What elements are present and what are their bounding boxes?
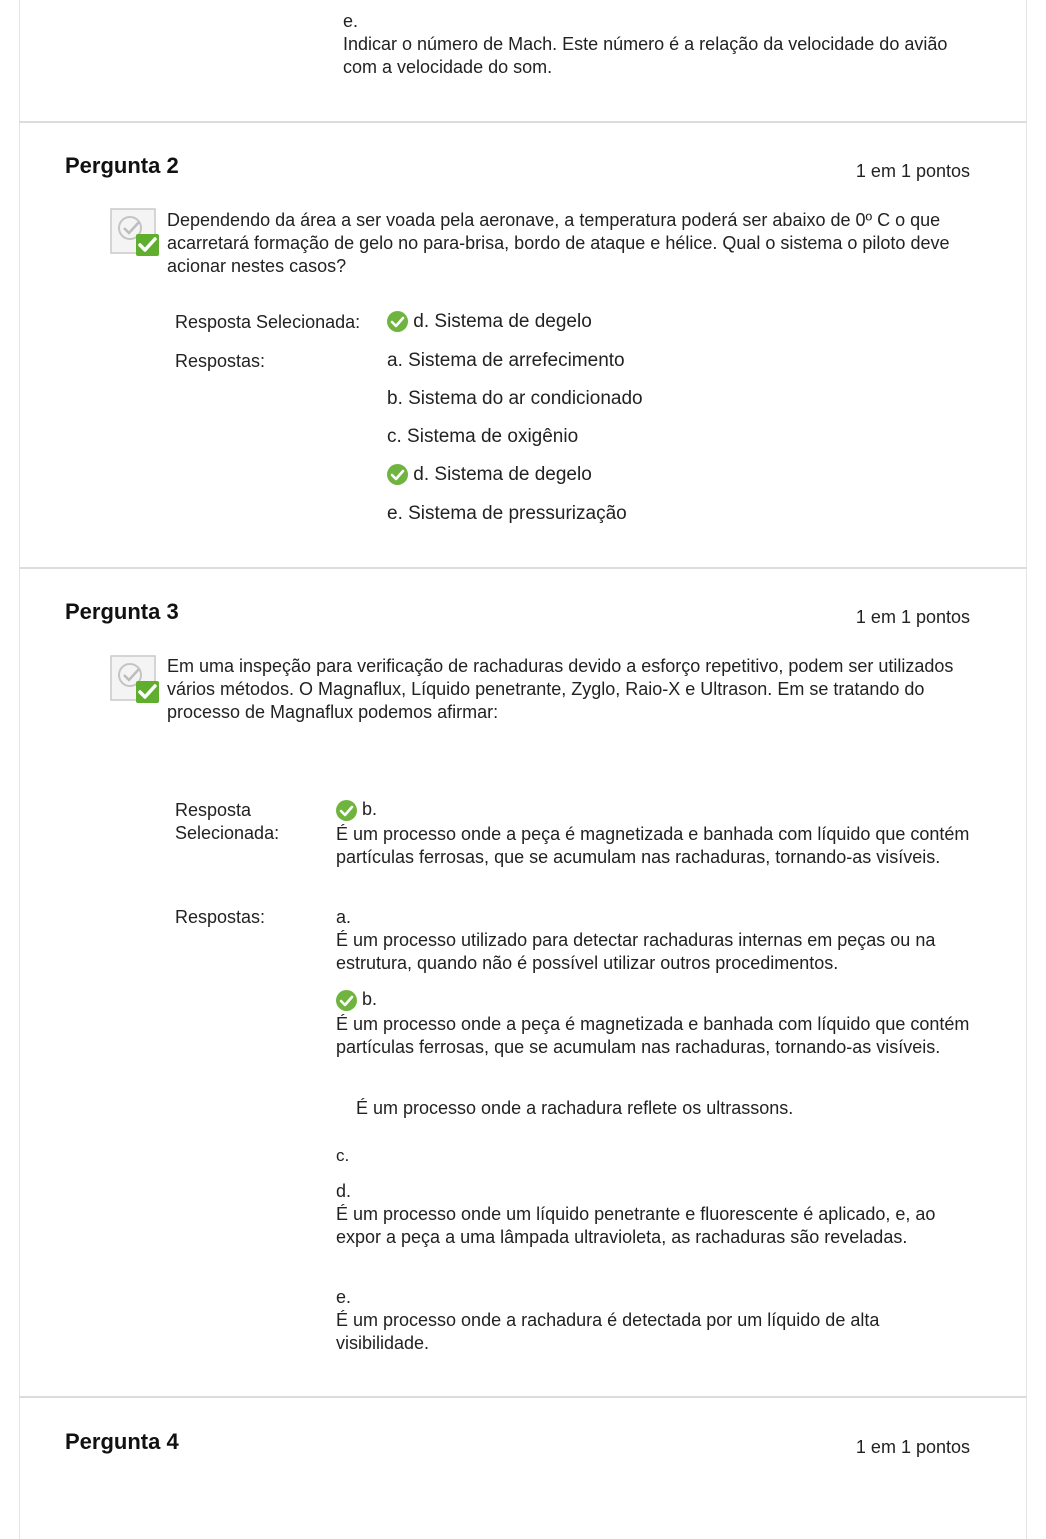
answer-b-text: É um processo onde a peça é magnetizada e banhada com líquido que contém partículas ferrosas, que se acumulam nas rachaduras, tornando-as visíveis. <box>336 1014 970 1057</box>
answer-option-text: d. Sistema de degelo <box>413 464 592 485</box>
check-icon <box>387 311 408 332</box>
question-points: 1 em 1 pontos <box>855 607 970 627</box>
correct-answer-icon <box>109 206 161 258</box>
selected-answer-label: Resposta <box>175 800 252 820</box>
selected-answer-label: Resposta Selecionada: <box>175 312 361 332</box>
check-icon <box>336 990 357 1011</box>
answer-option: e. Sistema de pressurização <box>387 503 627 524</box>
section-divider <box>19 567 1027 569</box>
section-divider <box>19 121 1027 123</box>
check-icon <box>387 464 408 485</box>
answers-label: Respostas: <box>175 351 266 371</box>
answer-option: a. Sistema de arrefecimento <box>387 350 625 371</box>
answer-c-letter: c. <box>336 1146 350 1165</box>
question-text: Em uma inspeção para verificação de rachaduras devido a esforço repetitivo, podem ser utilizados vários métodos. O Magnaflux, Líquido penetrante, Zyglo, Raio-X e Ultrason. Em se tratando do processo de Magnaflux podemos afirmar: <box>167 656 954 722</box>
selected-answer-label-cont: Selecionada: <box>175 823 280 843</box>
answer-option-correct <box>387 463 592 487</box>
answer-e-letter: e. <box>336 1287 352 1307</box>
answer-b-letter: b. <box>362 989 378 1009</box>
answers-label: Respostas: <box>175 907 266 927</box>
prev-option-text: Indicar o número de Mach. Este número é a relação da velocidade do avião com a velocidade do som. <box>343 34 948 77</box>
section-divider <box>19 1396 1027 1398</box>
question-title: Pergunta 2 <box>65 153 179 178</box>
question-points: 1 em 1 pontos <box>855 1437 970 1457</box>
selected-answer <box>387 310 592 334</box>
check-icon <box>336 800 357 821</box>
answer-b-letter-row <box>336 988 377 1011</box>
question-text: Dependendo da área a ser voada pela aeronave, a temperatura poderá ser abaixo de 0º C o que acarretará formação de gelo no para-brisa, bordo de ataque e hélice. Qual o sistema o piloto deve acionar nestes casos? <box>167 210 950 276</box>
selected-answer-text: d. Sistema de degelo <box>413 311 592 332</box>
correct-answer-icon <box>109 653 161 705</box>
question-title: Pergunta 3 <box>65 599 179 624</box>
question-points: 1 em 1 pontos <box>855 161 970 181</box>
selected-answer-letter-row <box>336 798 377 821</box>
answer-a-text: É um processo utilizado para detectar rachaduras internas em peças ou na estrutura, quando não é possível utilizar outros procedimentos. <box>336 930 936 973</box>
answer-d-text: É um processo onde um líquido penetrante e fluorescente é aplicado, e, ao expor a peça a uma lâmpada ultravioleta, as rachaduras são reveladas. <box>336 1204 936 1247</box>
selected-answer-letter: b. <box>362 799 378 819</box>
answer-option: b. Sistema do ar condicionado <box>387 388 643 409</box>
answer-a-letter: a. <box>336 907 352 927</box>
answer-option: c. Sistema de oxigênio <box>387 426 579 447</box>
selected-answer-text: É um processo onde a peça é magnetizada e banhada com líquido que contém partículas ferrosas, que se acumulam nas rachaduras, tornando-as visíveis. <box>336 824 970 867</box>
answer-c-text: É um processo onde a rachadura reflete os ultrassons. <box>356 1098 794 1118</box>
answer-d-letter: d. <box>336 1181 352 1201</box>
question-title: Pergunta 4 <box>65 1429 179 1454</box>
prev-option-letter: e. <box>343 11 359 31</box>
answer-e-text: É um processo onde a rachadura é detectada por um líquido de alta visibilidade. <box>336 1310 880 1353</box>
